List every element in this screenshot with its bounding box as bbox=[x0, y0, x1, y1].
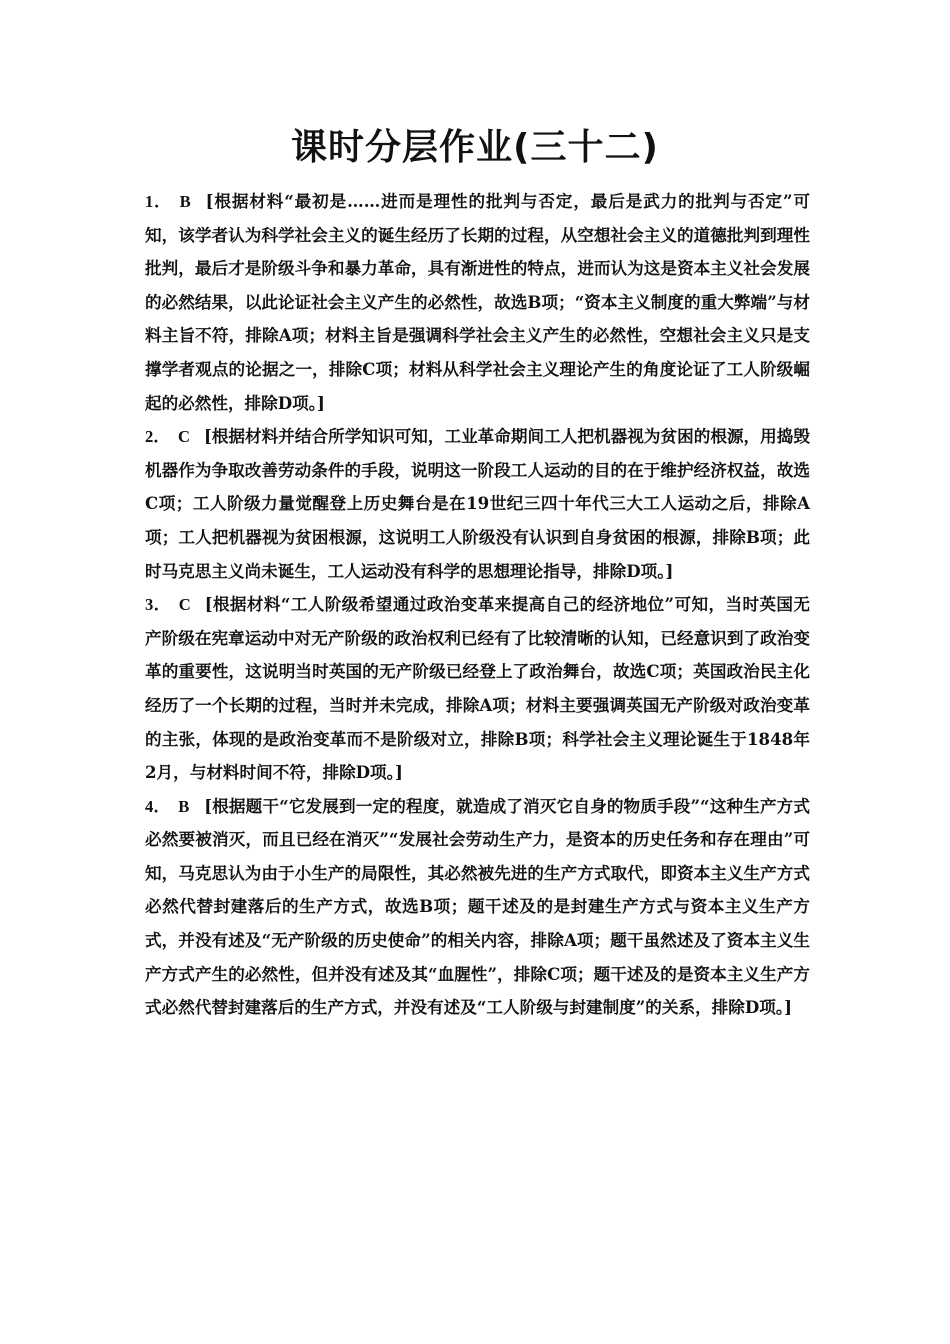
answer-item-2 bbox=[145, 420, 810, 588]
answer-choice: B bbox=[179, 192, 191, 211]
answer-choice: B bbox=[178, 796, 190, 816]
answer-number: 1． bbox=[145, 192, 172, 211]
page-title: 课时分层作业(三十二) bbox=[291, 127, 659, 168]
answer-number: 3． bbox=[145, 595, 171, 615]
answer-item-1 bbox=[145, 185, 810, 420]
answer-choice: C bbox=[178, 595, 191, 615]
answer-explanation: [根据材料并结合所学知识可知，工业革命期间工人把机器视为贫困的根源，用捣毁机器作为争取改善劳动条件的手段，说明这一阶段工人运动的目的在于维护经济权益，故选C项；工人阶级力量觉醒登上历史舞台是在19世纪三四十年代三大工人运动之后，排除A项；工人把机器视为贫困根源，这说明工人阶级没有认识到自身贫困的根源，排除B项；此时马克思主义尚未诞生，工人运动没有科学的思想理论指导，排除D项。] bbox=[145, 426, 810, 581]
answer-explanation: [根据题干“它发展到一定的程度，就造成了消灭它自身的物质手段”“这种生产方式必然要被消灭，而且已经在消灭”“发展社会劳动生产力，是资本的历史任务和存在理由”可知，马克思认为由于小生产的局限性，其必然被先进的生产方式取代，即资本主义生产方式必然代替封建落后的生产方式，故选B项；题干述及的是封建生产方式与资本主义生产方式，并没有述及“无产阶级的历史使命”的相关内容，排除A项；题干虽然述及了资本主义生产方式产生的必然性，但并没有述及其“血腥性”，排除C项；题干述及的是资本主义生产方式必然代替封建落后的生产方式，并没有述及“工人阶级与封建制度”的关系，排除D项。] bbox=[145, 795, 811, 1018]
answer-number: 2． bbox=[145, 427, 170, 447]
answer-item-3 bbox=[145, 588, 810, 790]
answer-item-4 bbox=[145, 790, 810, 1025]
answer-number: 4． bbox=[145, 796, 171, 816]
answer-explanation: [根据材料“最初是……进而是理性的批判与否定，最后是武力的批判与否定”可知，该学者认为科学社会主义的诞生经历了长期的过程，从空想社会主义的道德批判到理性批判，最后才是阶级斗争和暴力革命，具有渐进性的特点，进而认为这是资本主义社会发展的必然结果，以此论证社会主义产生的必然性，故选B项；“资本主义制度的重大弊端”与材料主旨不符，排除A项；材料主旨是强调科学社会主义产生的必然性，空想社会主义只是支撑学者观点的论据之一，排除C项；材料从科学社会主义理论产生的角度论证了工人阶级崛起的必然性，排除D项。] bbox=[145, 191, 810, 413]
answer-list bbox=[145, 185, 810, 1025]
answer-choice: C bbox=[177, 427, 190, 447]
answer-explanation: [根据材料“工人阶级希望通过政治变革来提高自己的经济地位”可知，当时英国无产阶级在宪章运动中对无产阶级的政治权利已经有了比较清晰的认知，已经意识到了政治变革的重要性，这说明当时英国的无产阶级已经登上了政治舞台，故选C项；英国政治民主化经历了一个长期的过程，当时并未完成，排除A项；材料主要强调英国无产阶级对政治变革的主张，体现的是政治变革而不是阶级对立，排除B项；科学社会主义理论诞生于1848年2月，与材料时间不符，排除D项。] bbox=[145, 594, 810, 783]
